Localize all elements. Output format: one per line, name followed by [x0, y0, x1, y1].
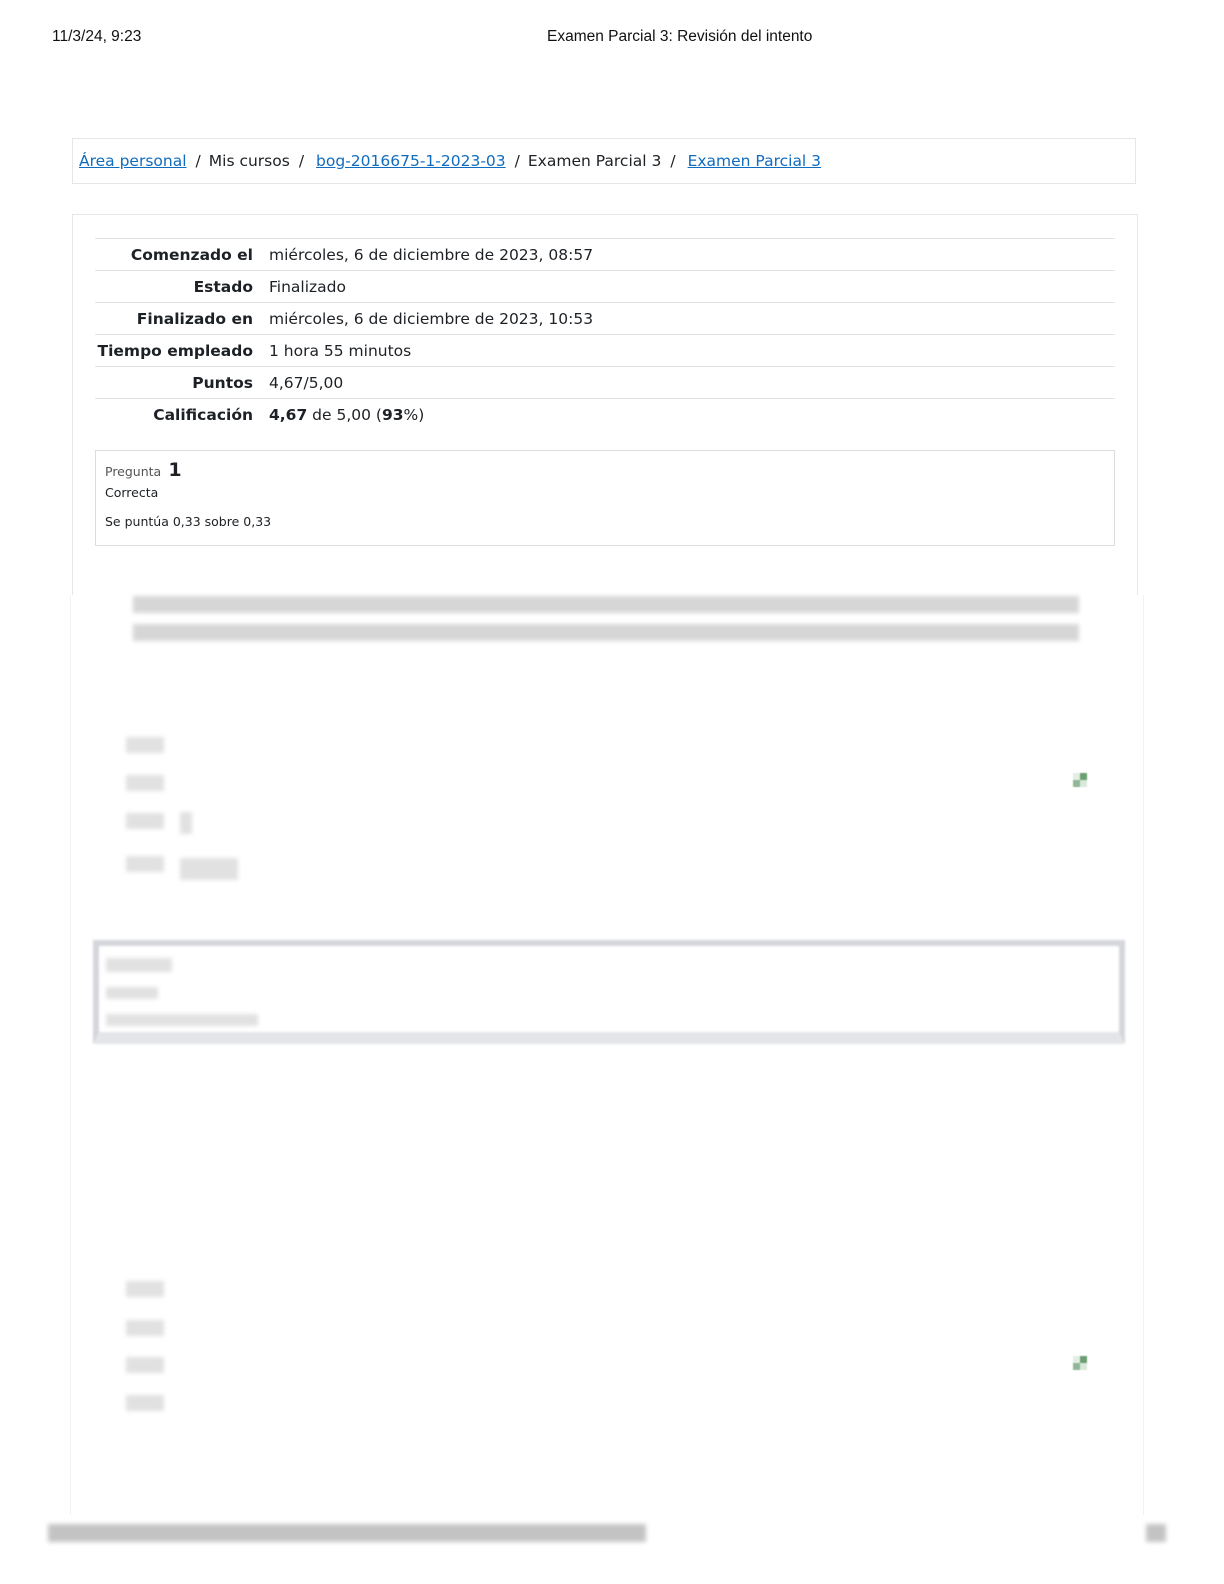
redacted-print-page-number — [1146, 1524, 1166, 1542]
grade-percent: 93 — [381, 406, 404, 424]
breadcrumb-separator: / — [298, 152, 305, 170]
redacted-answer-option[interactable] — [126, 1281, 164, 1297]
question-2-info — [93, 940, 1125, 1044]
redacted-question-heading — [106, 958, 172, 972]
redacted-answer-option[interactable] — [126, 1395, 164, 1411]
question-heading — [105, 459, 1114, 481]
summary-label: Puntos — [192, 374, 253, 392]
redacted-content-area — [70, 595, 1144, 1515]
summary-row-grade — [95, 399, 1115, 431]
grade-suffix: %) — [403, 406, 425, 424]
summary-label: Estado — [193, 278, 253, 296]
breadcrumb-separator: / — [514, 152, 520, 170]
breadcrumb-area-personal[interactable]: Área personal — [79, 152, 187, 170]
print-header — [0, 28, 1224, 48]
check-icon — [1073, 1356, 1087, 1370]
redacted-answer-option[interactable] — [126, 856, 164, 872]
question-1-info — [95, 450, 1115, 546]
breadcrumb-quiz[interactable]: Examen Parcial 3 — [687, 152, 822, 170]
question-prefix: Pregunta — [105, 464, 162, 479]
summary-label: Tiempo empleado — [97, 342, 253, 360]
breadcrumb-course[interactable]: bog-2016675-1-2023-03 — [316, 152, 506, 170]
summary-row-state — [95, 271, 1115, 303]
redacted-answer-option[interactable] — [126, 1320, 164, 1336]
summary-value: Finalizado — [269, 278, 346, 296]
summary-row-started — [95, 239, 1115, 271]
breadcrumb-separator: / — [195, 152, 201, 170]
summary-row-points — [95, 367, 1115, 399]
grade-score: 4,67 — [269, 406, 308, 424]
redacted-answer-option[interactable] — [126, 813, 164, 829]
redacted-answer-option-value — [180, 858, 238, 880]
summary-grade-value — [269, 399, 1115, 431]
summary-label: Calificación — [153, 406, 253, 424]
summary-label: Comenzado el — [130, 246, 253, 264]
question-grade: Se puntúa 0,33 sobre 0,33 — [105, 514, 272, 529]
summary-value: 4,67/5,00 — [269, 374, 344, 392]
redacted-question-grade — [106, 1014, 258, 1026]
check-icon — [1073, 773, 1087, 787]
redacted-answer-option[interactable] — [126, 775, 164, 791]
summary-row-finished — [95, 303, 1115, 335]
grade-of-text: de 5,00 ( — [307, 406, 382, 424]
redacted-answer-option[interactable] — [126, 1357, 164, 1373]
summary-value: 1 hora 55 minutos — [269, 342, 412, 360]
redacted-question-state — [106, 987, 158, 999]
attempt-summary-table — [95, 238, 1115, 430]
redacted-question-text-line — [133, 624, 1079, 641]
question-number: 1 — [168, 459, 182, 481]
breadcrumb-mis-cursos: Mis cursos — [208, 152, 290, 170]
summary-value: miércoles, 6 de diciembre de 2023, 08:57 — [269, 246, 594, 264]
summary-value: miércoles, 6 de diciembre de 2023, 10:53 — [269, 310, 594, 328]
redacted-answer-option[interactable] — [126, 737, 164, 753]
print-document-title: Examen Parcial 3: Revisión del intento — [547, 28, 813, 45]
breadcrumb — [72, 138, 1136, 184]
summary-row-time-taken — [95, 335, 1115, 367]
breadcrumb-section: Examen Parcial 3 — [527, 152, 662, 170]
breadcrumb-separator: / — [670, 152, 676, 170]
redacted-question-text-line — [133, 596, 1079, 613]
redacted-print-footer-url — [48, 1524, 646, 1542]
question-state: Correcta — [105, 485, 159, 500]
summary-label: Finalizado en — [136, 310, 253, 328]
print-date-time: 11/3/24, 9:23 — [52, 28, 142, 45]
redacted-answer-option-value — [180, 812, 192, 834]
